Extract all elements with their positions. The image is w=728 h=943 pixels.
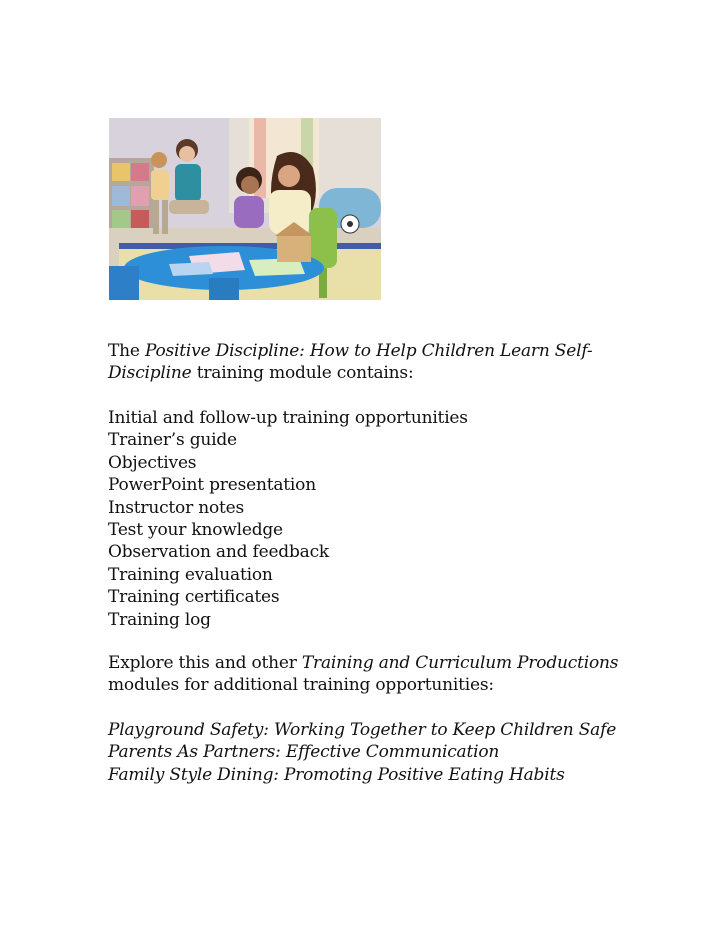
classroom-photo <box>109 118 381 300</box>
list-item: Instructor notes <box>108 497 245 518</box>
list-item: Observation and feedback <box>108 542 330 563</box>
explore-prefix: Explore this and other <box>108 653 302 673</box>
list-item: Initial and follow-up training opportunities <box>108 408 468 428</box>
intro-line-2 <box>108 362 708 384</box>
list-item: Training log <box>108 609 211 630</box>
list-item: Training evaluation <box>108 564 273 585</box>
module-intro <box>108 340 708 385</box>
classroom-photo-illustration <box>109 118 381 300</box>
module-item: Playground Safety: Working Together to Keep Children Safe <box>108 720 617 740</box>
explore-line-1 <box>108 652 708 674</box>
modules-list <box>108 719 708 786</box>
explore-line-2: modules for additional training opportunities: <box>108 675 494 696</box>
contents-list <box>108 407 708 631</box>
explore-paragraph <box>108 652 708 697</box>
productions-name: Training and Curriculum Productions <box>301 653 619 673</box>
list-item: Test your knowledge <box>108 520 283 541</box>
list-item: Training certificates <box>108 587 280 608</box>
intro-prefix: The <box>108 341 145 361</box>
module-title-part-2: Discipline <box>108 363 192 384</box>
module-title-part-1: Positive Discipline: How to Help Children Learn Self- <box>144 341 593 361</box>
module-item: Parents As Partners: Effective Communication <box>108 742 500 763</box>
intro-suffix: training module contains: <box>191 363 414 384</box>
list-item: PowerPoint presentation <box>108 475 316 496</box>
list-item: Trainer’s guide <box>108 430 237 451</box>
intro-line-1 <box>108 340 708 362</box>
list-item: Objectives <box>108 452 197 473</box>
module-item: Family Style Dining: Promoting Positive Eating Habits <box>108 764 565 785</box>
